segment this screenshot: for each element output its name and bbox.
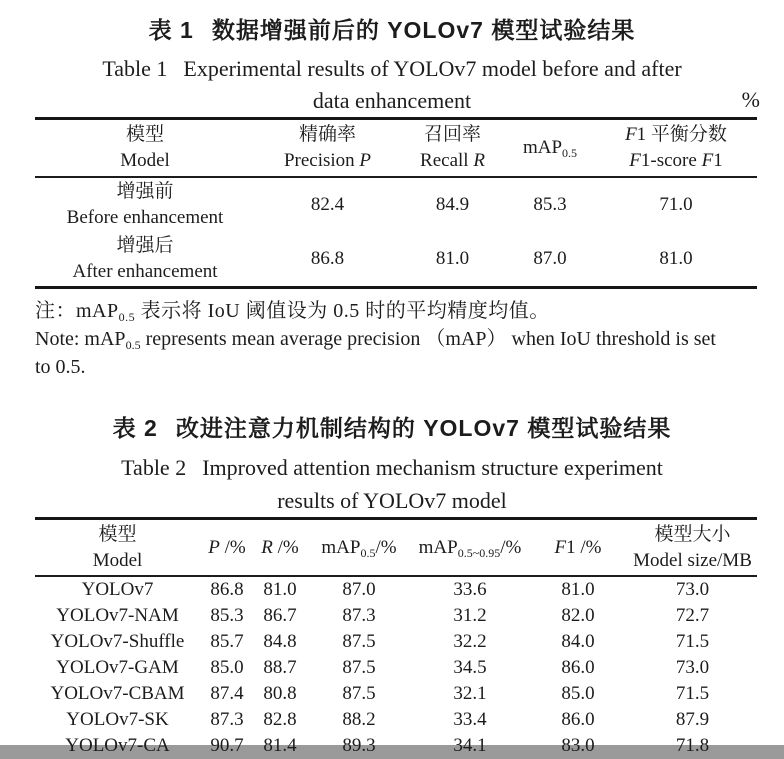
value-cell: 34.5 (453, 657, 487, 678)
table1-note-en-line2: to 0.5. (35, 356, 86, 378)
header-f1-en: F1-score F1 (629, 150, 723, 171)
value-cell: 73.0 (675, 657, 710, 678)
value-cell: 71.0 (659, 194, 693, 215)
header-recall-zh: 召回率 (423, 124, 481, 145)
model-cell: YOLOv7-NAM (56, 605, 179, 626)
table2-caption-en-text: Improved attention mechanism structure experiment (202, 455, 663, 480)
table-row (35, 178, 757, 232)
value-cell: 82.4 (310, 194, 345, 215)
value-cell: 89.3 (342, 735, 376, 756)
table2-header-map05: mAP$_{0.5}$/% (321, 536, 397, 560)
value-cell: 80.8 (263, 683, 297, 704)
table1-note (35, 297, 761, 381)
table-row (35, 733, 757, 759)
value-cell: 86.0 (561, 709, 595, 730)
value-cell: 32.1 (453, 683, 487, 704)
table2-caption-en-line1 (0, 453, 784, 483)
table1-caption-en-line2 (0, 86, 784, 116)
value-cell: 34.1 (453, 735, 487, 756)
model-cell: YOLOv7 (81, 579, 154, 600)
value-cell: 85.3 (533, 194, 567, 215)
model-en: Before enhancement (66, 207, 224, 228)
table1-caption-zh-label: 表 1 (148, 17, 194, 43)
value-cell: 85.0 (561, 683, 595, 704)
table2-header-map0595: mAP$_{0.5\sim 0.95}$/% (418, 536, 522, 560)
header-model-en: Model (92, 549, 143, 571)
table2-header-model (35, 520, 200, 575)
value-cell: 81.0 (659, 248, 693, 269)
model-cell: YOLOv7-Shuffle (50, 631, 185, 652)
table2-caption-en-label: Table 2 (121, 455, 187, 480)
model-zh: 增强后 (116, 235, 174, 256)
table1 (35, 117, 757, 289)
value-cell: 87.9 (675, 709, 710, 730)
value-cell: 85.0 (210, 657, 244, 678)
value-cell: 33.6 (453, 579, 487, 600)
model-en: After enhancement (72, 261, 218, 282)
value-cell: 82.8 (263, 709, 297, 730)
table2-header-r: R /% (261, 536, 299, 558)
table2-caption-en-line2: results of YOLOv7 model (277, 488, 507, 513)
value-cell: 81.0 (263, 579, 297, 600)
header-f1-zh: F1 平衡分数 (625, 124, 727, 145)
table1-header-map (505, 120, 595, 176)
table1-caption-en-label: Table 1 (102, 56, 168, 81)
table-row (35, 707, 757, 733)
value-cell: 88.2 (342, 709, 376, 730)
table1-caption-en-line2-text: data enhancement (312, 88, 472, 113)
value-cell: 86.8 (210, 579, 244, 600)
value-cell: 81.4 (263, 735, 297, 756)
value-cell: 87.5 (342, 657, 376, 678)
value-cell: 71.8 (675, 735, 710, 756)
table1-note-zh: 注：mAP$_{0.5}$ 表示将 IoU 阈值设为 0.5 时的平均精度均值。 (35, 300, 550, 324)
value-cell: 87.0 (533, 248, 567, 269)
table2-header-f1: F1 /% (554, 536, 602, 558)
value-cell: 73.0 (675, 579, 710, 600)
table1-header-recall (400, 120, 505, 176)
table1-caption-en-text: Experimental results of YOLOv7 model before and after (183, 56, 682, 81)
value-cell: 88.7 (263, 657, 297, 678)
table2-header-row (35, 520, 757, 577)
value-cell: 81.0 (561, 579, 595, 600)
table1-unit-label: % (741, 87, 760, 112)
value-cell: 82.0 (561, 605, 595, 626)
value-cell: 87.0 (342, 579, 376, 600)
table2-caption-zh-label: 表 2 (112, 415, 158, 441)
model-cell (35, 178, 255, 232)
value-cell: 86.7 (263, 605, 297, 626)
value-cell: 71.5 (675, 683, 710, 704)
value-cell: 31.2 (453, 605, 487, 626)
model-cell: YOLOv7-SK (66, 709, 169, 730)
value-cell: 90.7 (210, 735, 244, 756)
value-cell: 32.2 (453, 631, 487, 652)
header-precision-zh: 精确率 (298, 124, 356, 145)
table2-header-size (628, 520, 757, 575)
table1-caption-en-line1 (0, 54, 784, 84)
table2-header-p: P /% (208, 536, 246, 558)
value-cell: 86.0 (561, 657, 595, 678)
model-cell (35, 232, 255, 286)
table1-header-model (35, 120, 255, 176)
value-cell: 83.0 (561, 735, 595, 756)
value-cell: 87.4 (210, 683, 244, 704)
model-cell: YOLOv7-CA (65, 735, 170, 756)
table1-header-f1 (595, 120, 757, 176)
table2-body (35, 577, 757, 759)
value-cell: 87.5 (342, 683, 376, 704)
value-cell: 71.5 (675, 631, 710, 652)
value-cell: 87.5 (342, 631, 376, 652)
table-row (35, 681, 757, 707)
model-cell: YOLOv7-GAM (56, 657, 179, 678)
value-cell: 84.9 (435, 194, 470, 215)
table1-caption-zh-text: 数据增强前后的 YOLOv7 模型试验结果 (211, 17, 636, 43)
model-zh: 增强前 (116, 181, 174, 202)
value-cell: 84.8 (263, 631, 297, 652)
table-row (35, 577, 757, 603)
header-size-zh: 模型大小 (654, 523, 731, 545)
value-cell: 86.8 (310, 248, 345, 269)
table1-header-precision (255, 120, 400, 176)
value-cell: 85.7 (210, 631, 244, 652)
header-map: mAP$_{0.5}$ (522, 137, 578, 160)
header-recall-en: Recall R (420, 150, 485, 171)
value-cell: 84.0 (561, 631, 595, 652)
table1-note-en-line1: Note: mAP$_{0.5}$ represents mean average precision （mAP） when IoU threshold is set (35, 328, 716, 352)
table-row (35, 629, 757, 655)
table2-caption-zh (0, 412, 784, 444)
table-row (35, 655, 757, 681)
header-model-en: Model (120, 150, 170, 171)
value-cell: 81.0 (435, 248, 470, 269)
model-cell: YOLOv7-CBAM (50, 683, 185, 704)
header-model-zh: 模型 (98, 523, 137, 545)
table1-caption-zh (0, 14, 784, 46)
value-cell: 72.7 (675, 605, 710, 626)
table-row (35, 232, 757, 286)
table1-header-row (35, 120, 757, 178)
table2-caption-zh-text: 改进注意力机制结构的 YOLOv7 模型试验结果 (175, 415, 672, 441)
value-cell: 33.4 (453, 709, 487, 730)
header-size-en: Model size/MB (633, 549, 752, 571)
table2 (35, 517, 757, 759)
header-model-zh: 模型 (125, 124, 164, 145)
value-cell: 85.3 (210, 605, 244, 626)
value-cell: 87.3 (342, 605, 376, 626)
value-cell: 87.3 (210, 709, 244, 730)
header-precision-en: Precision P (283, 150, 372, 171)
table-row (35, 603, 757, 629)
